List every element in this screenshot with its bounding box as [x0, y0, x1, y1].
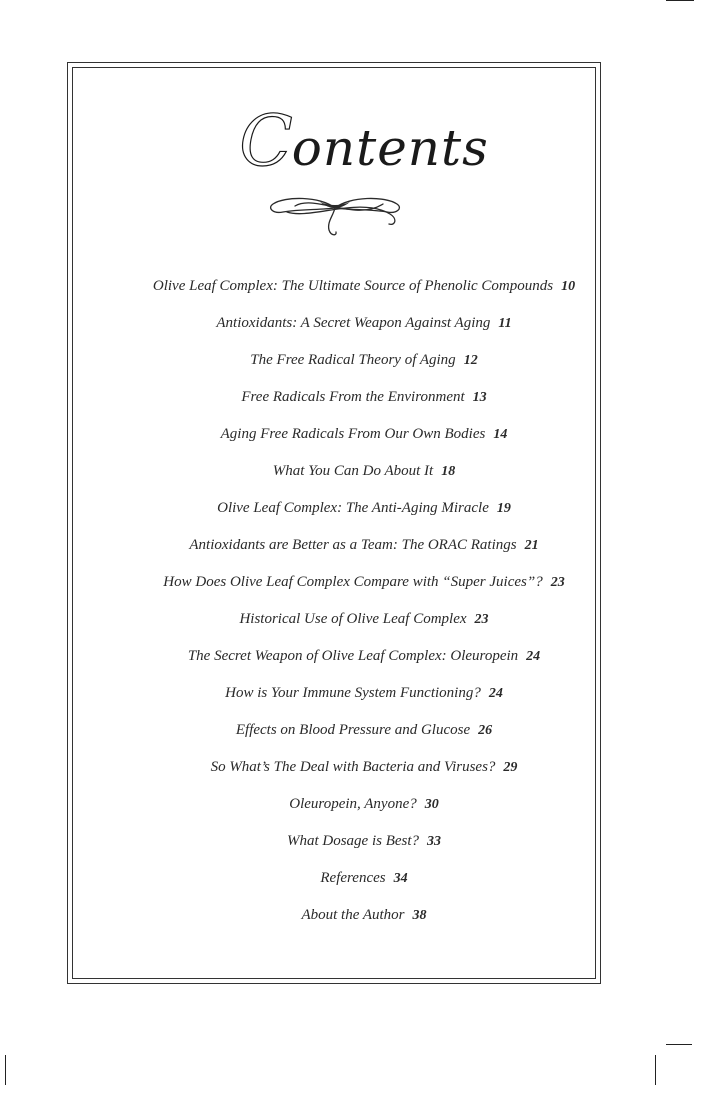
toc-entry-title: Antioxidants: A Secret Weapon Against Aging — [216, 315, 491, 331]
toc-entry[interactable] — [0, 342, 728, 379]
toc-entry-title: So What’s The Deal with Bacteria and Viruses? — [210, 759, 496, 775]
toc-entry-title: Olive Leaf Complex: The Ultimate Source of Phenolic Compounds — [152, 278, 554, 294]
toc-entry-title: Antioxidants are Better as a Team: The ORAC Ratings — [189, 537, 517, 553]
page-title — [0, 100, 728, 182]
toc-entry-page: 21 — [524, 538, 539, 553]
toc-entry[interactable] — [0, 786, 728, 823]
toc-entry[interactable] — [0, 638, 728, 675]
toc-entry-page: 11 — [498, 316, 512, 331]
toc-entry[interactable] — [0, 564, 728, 601]
toc-entry-title: What Dosage is Best? — [286, 833, 420, 849]
toc-entry-page: 19 — [496, 501, 511, 516]
toc-entry-title: What You Can Do About It — [272, 463, 434, 479]
toc-entry-title: Free Radicals From the Environment — [241, 389, 465, 405]
toc-entry-page: 33 — [427, 834, 442, 849]
page-title-rest: ontents — [291, 119, 489, 177]
toc-entry[interactable] — [0, 860, 728, 897]
toc-entry-page: 23 — [474, 612, 489, 627]
crop-mark-bottom-middle — [655, 1055, 656, 1085]
toc-entry[interactable] — [0, 268, 728, 305]
toc-entry-page: 38 — [412, 908, 427, 923]
toc-entry-page: 30 — [424, 797, 439, 812]
toc-entry-title: The Secret Weapon of Olive Leaf Complex: Oleuropein — [187, 648, 519, 664]
toc-entry-page: 34 — [393, 871, 408, 886]
toc-entry[interactable] — [0, 675, 728, 712]
toc-entry-title: References — [320, 870, 386, 886]
toc-entry-page: 24 — [488, 686, 503, 701]
toc-entry-page: 18 — [441, 464, 456, 479]
toc-entry-title: The Free Radical Theory of Aging — [250, 352, 456, 368]
toc-entry[interactable] — [0, 453, 728, 490]
toc-entry[interactable] — [0, 601, 728, 638]
page-title-initial: C — [239, 100, 294, 182]
toc-entry[interactable] — [0, 416, 728, 453]
toc-entry[interactable] — [0, 305, 728, 342]
toc-entry-page: 29 — [503, 760, 518, 775]
toc-entry-page: 12 — [463, 353, 478, 368]
toc-entry-title: About the Author — [301, 907, 405, 923]
toc-entry-page: 13 — [472, 390, 487, 405]
toc-entry[interactable] — [0, 749, 728, 786]
toc-entry-title: Oleuropein, Anyone? — [289, 796, 417, 812]
toc-entry-title: How Does Olive Leaf Complex Compare with “Super Juices”? — [163, 574, 543, 590]
crop-mark-bottom-left — [5, 1055, 6, 1085]
toc-entry-title: Historical Use of Olive Leaf Complex — [239, 611, 467, 627]
decorative-flourish-icon — [265, 192, 405, 240]
toc-entry-page: 10 — [561, 279, 576, 294]
toc-entry[interactable] — [0, 379, 728, 416]
toc-entry-title: Effects on Blood Pressure and Glucose — [235, 722, 471, 738]
toc-entry-title: How is Your Immune System Functioning? — [225, 685, 481, 701]
toc-entry-page: 24 — [526, 649, 541, 664]
toc-entry[interactable] — [0, 897, 728, 934]
toc-entry[interactable] — [0, 823, 728, 860]
table-of-contents — [0, 268, 728, 934]
crop-mark-top-right — [666, 0, 694, 1]
toc-entry-title: Aging Free Radicals From Our Own Bodies — [220, 426, 486, 442]
toc-entry-page: 23 — [550, 575, 565, 590]
toc-entry[interactable] — [0, 490, 728, 527]
toc-entry-page: 26 — [478, 723, 493, 738]
toc-entry[interactable] — [0, 527, 728, 564]
crop-mark-bottom-right — [666, 1044, 692, 1045]
toc-entry[interactable] — [0, 712, 728, 749]
toc-entry-title: Olive Leaf Complex: The Anti-Aging Miracle — [217, 500, 489, 516]
toc-entry-page: 14 — [493, 427, 508, 442]
